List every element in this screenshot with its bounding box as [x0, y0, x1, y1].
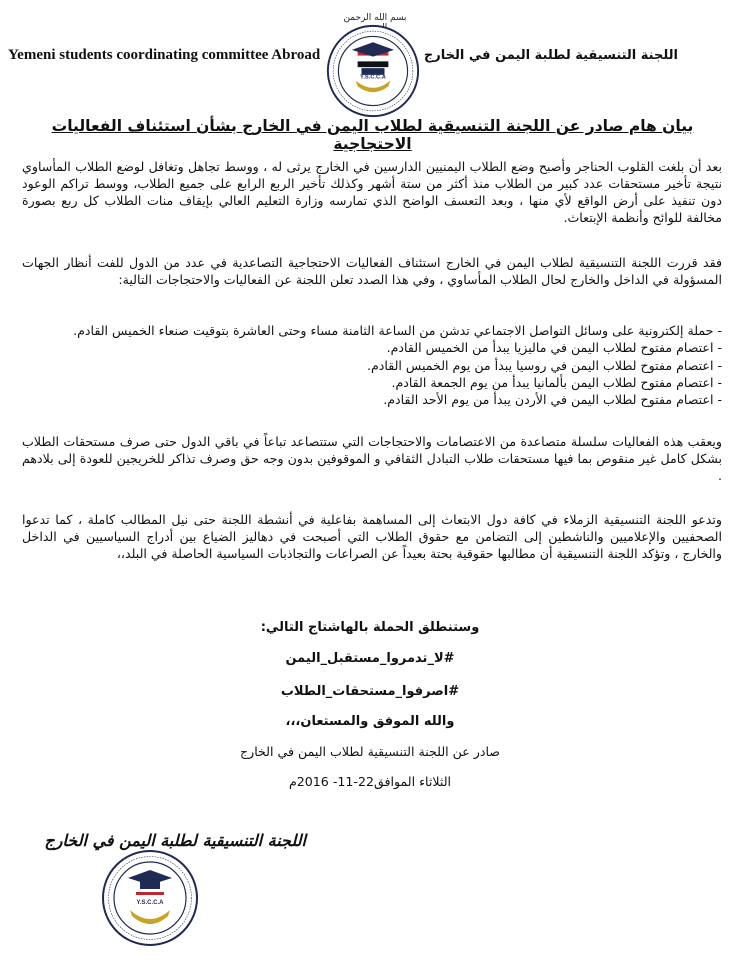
paragraph-intro: بعد أن بلغت القلوب الحناجر وأصبح وضع الطلاب اليمنيين الدارسين في الخارج يرثى له ، ووسط تجاهل وتغافل لوضع الطلاب المأساوي نتيجة تأخير مستحقات عدد كبير من الطلاب منذ أكثر من ستة أشهر وكذلك تأخير الربع الرابع على جميع الطلاب، ووسط تراكم الوعود دون تنفيذ على أرض الواقع لأي منها ، وبعد التعسف الواضح الذي تمارسه وزارة التعليم العالي بإيقاف منات الطلاب كل ربع بصورة مخالفة للوائح وأنظمة الإبتعاث. [22, 159, 722, 225]
bismillah-text: بسم الله الرحمن [343, 13, 407, 23]
stamp-acronym: Y.S.C.C.A [136, 900, 164, 906]
event-item: - اعتصام مفتوح لطلاب اليمن في روسيا يبدأ من يوم الخميس القادم. [366, 357, 722, 373]
paragraph-escalation: ويعقب هذه الفعاليات سلسلة متصاعدة من الاعتصامات والاحتجاجات التي ستتصاعد تباعاً في باقي الدول حتى صرف مستحقات الطلاب بشكل كامل غير منقوص بما فيها مستحقات طلاب التبادل الثقافي و الموقوفين بدون وجه حق وصرف تذاكر للخريجين للعودة إلى بلادهم . [22, 434, 722, 483]
events-list [22, 322, 722, 408]
committee-stamp-logo [100, 848, 200, 948]
event-item: - اعتصام مفتوح لطلاب اليمن بألمانيا يبدأ من يوم الجمعة القادم. [391, 374, 722, 390]
arabic-committee-name: اللجنة التنسيقية لطلبة اليمن في الخارج [423, 48, 678, 63]
paragraph-call-to-action: وتدعو اللجنة التنسيقية الزملاء في كافة دول الابتعاث إلى المساهمة بفاعلية في أنشطة اللجنة حتى نيل المطالب كاملة ، كما تدعوا الصحفيين والإعلاميين والناشطين إلى التضامن مع حقوق الطلاب التي أصبحت في دهاليز الضياع بين أدراج السياسيين في الداخل والخارج ، وتؤكد اللجنة التنسيقية أن مطالبها حقوقية بحتة بعيداً عن الصراعات والتجاذبات السياسية الحاصلة في البلد،، [22, 512, 722, 561]
event-item: - اعتصام مفتوح لطلاب اليمن في الأردن يبدأ من يوم الأحد القادم. [383, 392, 722, 408]
hashtag-2: #اصرفوا_مستحقات_الطلاب [280, 684, 460, 699]
statement-title: بيان هام صادر عن اللجنة التنسيقية لطلاب اليمن في الخارج بشأن استئناف الفعاليات الاحتجاجية [51, 117, 694, 153]
committee-logo [325, 23, 421, 119]
issued-by: صادر عن اللجنة التنسيقية لطلاب اليمن في الخارج [240, 744, 500, 759]
logo-acronym: Y.S.C.C.A [360, 74, 386, 81]
signature: اللجنة التنسيقية لطلبة اليمن في الخارج [44, 831, 306, 850]
english-committee-name: Yemeni students coordinating committee Abroad [8, 47, 321, 63]
hashtag-1: #لا_تدمروا_مستقبل_اليمن [285, 651, 455, 666]
campaign-intro: وستنطلق الحملة بالهاشتاج التالي: [260, 620, 480, 635]
event-item: - حملة إلكترونية على وسائل التواصل الاجتماعي تدشن من الساعة الثامنة مساء وحتى العاشرة بتوقيت صنعاء الخميس القادم. [73, 323, 722, 338]
closing-line: والله الموفق والمستعان،،، [285, 714, 455, 729]
paragraph-decision: فقد قررت اللجنة التنسيقية لطلاب اليمن في الخارج استئناف الفعاليات الاحتجاجية التصاعدية في عدد من الدول للفت أنظار الجهات المسؤولة في الداخل والخارج لحال الطلاب المأساوي ، وفي هذا الصدد تعلن اللجنة عن الفعاليات والاحتجاجات التالية: [22, 255, 722, 287]
event-item: - اعتصام مفتوح لطلاب اليمن في ماليزيا يبدأ من الخميس القادم. [386, 340, 722, 356]
statement-date: الثلاثاء الموافق22-11- 2016م [288, 774, 452, 789]
